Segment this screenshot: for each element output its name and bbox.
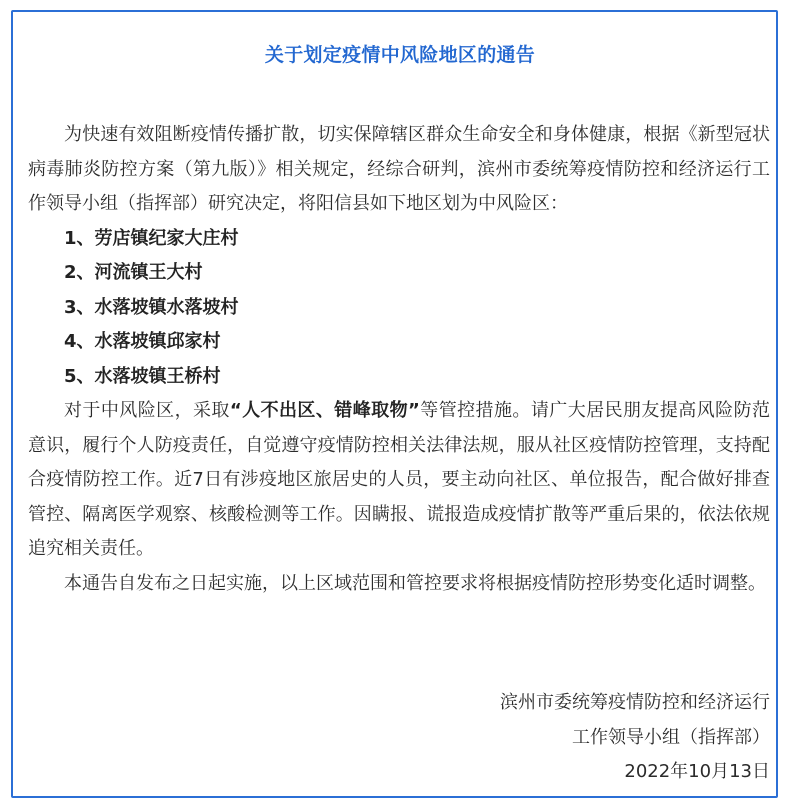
- measures-prefix: 对于中风险区，采取: [64, 400, 230, 421]
- notice-title: 关于划定疫情中风险地区的通告: [264, 44, 536, 66]
- notice-body: [28, 118, 770, 601]
- area-item-1: 1、劳店镇纪家大庄村: [64, 227, 239, 249]
- area-item-2: 2、河流镇王大村: [64, 262, 203, 283]
- closing-paragraph: 本通告自发布之日起实施，以上区域范围和管控要求将根据疫情防控形势变化适时调整。: [64, 572, 766, 594]
- signature-block: [370, 686, 770, 790]
- signature-org-line1: 滨州市委统筹疫情防控和经济运行: [500, 692, 770, 713]
- signature-date: 2022年10月13日: [624, 761, 770, 782]
- measures-suffix: 等管控措施。请广大居民朋友提高风险防范意识，履行个人防疫责任，自觉遵守疫情防控相关法律法规，服从社区疫情防控管理，支持配合疫情防控工作。近7日有涉疫地区旅居史的人员，要主动向社区、单位报告，配合做好排查管控、隔离医学观察、核酸检测等工作。因瞒报、谎报造成疫情扩散等严重后果的，依法依规追究相关责任。: [28, 400, 771, 559]
- measures-paragraph: [28, 394, 770, 567]
- area-item-5: 5、水落坡镇王桥村: [64, 365, 221, 387]
- area-item-3: 3、水落坡镇水落坡村: [64, 296, 239, 318]
- measures-emphasis: “人不出区、错峰取物”: [229, 400, 420, 421]
- signature-org-line2: 工作领导小组（指挥部）: [572, 726, 770, 748]
- area-item-4: 4、水落坡镇邱家村: [64, 331, 221, 352]
- intro-paragraph: 为快速有效阻断疫情传播扩散，切实保障辖区群众生命安全和身体健康，根据《新型冠状病毒肺炎防控方案（第九版）》相关规定，经综合研判，滨州市委统筹疫情防控和经济运行工作领导小组（指挥部）研究决定，将阳信县如下地区划为中风险区：: [28, 124, 770, 214]
